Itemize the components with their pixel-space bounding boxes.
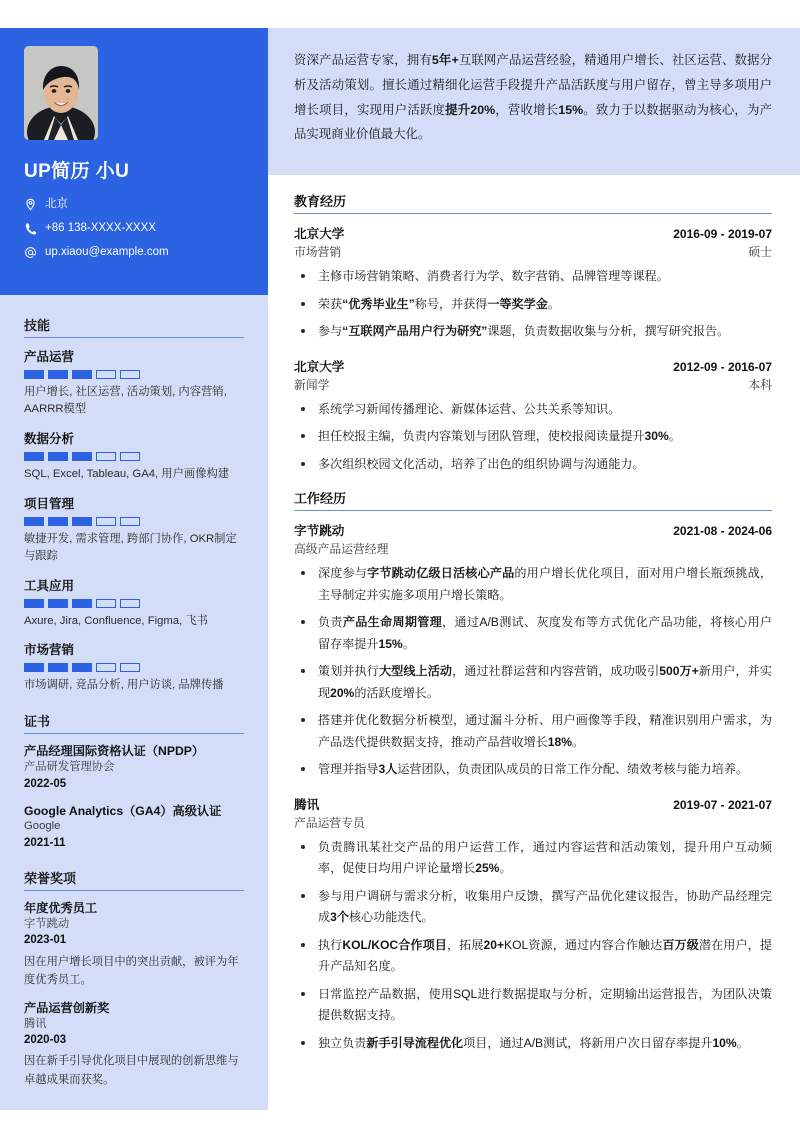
- sidebar-body: [0, 295, 268, 1130]
- skill-pip-filled: [72, 663, 92, 672]
- skill-pip-filled: [72, 370, 92, 379]
- summary-text: 资深产品运营专家，拥有5年+互联网产品运营经验，精通用户增长、社区运营、数据分析及活动策划。擅长通过精细化运营手段提升产品活跃度与用户留存，曾主导多项用户增长项目，实现用户活跃度提升20%，营收增长15%。致力于以数据驱动为核心，为产品实现商业价值最大化。: [294, 53, 773, 142]
- resume-document: [0, 28, 800, 1110]
- work-section-title: 工作经历: [294, 488, 772, 511]
- bullet-item: 独立负责新手引导流程优化项目，通过A/B测试，将新用户次日留存率提升10%。: [294, 1033, 772, 1055]
- education-section-title: 教育经历: [294, 191, 772, 214]
- skill-keywords: 用户增长, 社区运营, 活动策划, 内容营销, AARRR模型: [24, 385, 227, 415]
- bullet-item: 管理并指导3人运营团队，负责团队成员的日常工作分配、绩效考核与能力培养。: [294, 759, 772, 781]
- entry-description: 因在用户增长项目中的突出贡献，被评为年度优秀员工。: [24, 955, 239, 986]
- skill-pip-filled: [48, 517, 68, 526]
- certificates-section: [24, 711, 244, 851]
- entry-organization: 字节跳动: [24, 917, 70, 930]
- entry-subheader: [294, 243, 772, 260]
- contact-phone: [24, 221, 244, 236]
- bullet-item: 多次组织校园文化活动，培养了出色的组织协调与沟通能力。: [294, 454, 772, 476]
- skill-pip-empty: [96, 599, 116, 608]
- skill-pip-filled: [24, 663, 44, 672]
- awards-list: [24, 900, 244, 1089]
- skill-keywords: 敏捷开发, 需求管理, 跨部门协作, OKR制定与跟踪: [24, 532, 237, 562]
- entry-subheader: [294, 540, 772, 557]
- skill-level-meter: [24, 663, 244, 672]
- bullet-item: 负责腾讯某社交产品的用户运营工作，通过内容运营和活动策划，提升用户互动频率，促使日均用户评论量增长25%。: [294, 837, 772, 880]
- entry-date: 2020-03: [24, 1034, 67, 1047]
- skills-section: [24, 315, 244, 695]
- entry-subheader: [294, 814, 772, 831]
- skill-pip-empty: [96, 517, 116, 526]
- certificates-list: [24, 743, 244, 851]
- skill-item: [24, 347, 244, 418]
- avatar: [24, 46, 98, 140]
- sidebar-entry: [24, 900, 244, 989]
- entry-organization: Google: [24, 820, 61, 833]
- skill-pip-empty: [120, 517, 140, 526]
- skill-item: [24, 576, 244, 630]
- skill-pip-empty: [96, 370, 116, 379]
- skill-pip-filled: [72, 599, 92, 608]
- job-title: 产品运营专员: [294, 815, 365, 830]
- entry-header: [294, 520, 772, 539]
- entry-title: 年度优秀员工: [24, 901, 98, 916]
- entry-header: [294, 794, 772, 813]
- skill-name: 工具应用: [24, 578, 75, 593]
- entry-subheader: [294, 376, 772, 393]
- entry-title: 产品经理国际资格认证（NPDP）: [24, 744, 205, 759]
- contact-location: [24, 197, 244, 212]
- skill-keywords: 市场调研, 竞品分析, 用户访谈, 品牌传播: [24, 679, 224, 692]
- skill-name: 产品运营: [24, 349, 75, 364]
- entry-period: 2012-09 - 2016-07: [673, 359, 772, 374]
- education-entry: [294, 356, 772, 476]
- work-section: [294, 488, 772, 1054]
- entry-title: 产品运营创新奖: [24, 1001, 110, 1016]
- skill-level-meter: [24, 370, 244, 379]
- entry-description: 因在新手引导优化项目中展现的创新思维与卓越成果而获奖。: [24, 1055, 239, 1086]
- skill-name: 项目管理: [24, 496, 75, 511]
- person-name: UP简历 小U: [24, 161, 130, 182]
- education-list: [294, 223, 772, 475]
- entry-header: [294, 356, 772, 375]
- work-entry: [294, 520, 772, 781]
- skill-pip-filled: [48, 370, 68, 379]
- bullet-item: 负责产品生命周期管理，通过A/B测试、灰度发布等方式优化产品功能，将核心用户留存率提升15%。: [294, 612, 772, 655]
- summary-section: [268, 28, 800, 175]
- phone-text: +86 138-XXXX-XXXX: [45, 221, 156, 234]
- location-text: 北京: [45, 198, 68, 210]
- education-section: [294, 191, 772, 475]
- education-entry: [294, 223, 772, 343]
- skill-item: [24, 640, 244, 694]
- entry-period: 2019-07 - 2021-07: [673, 797, 772, 812]
- skill-keywords: Axure, Jira, Confluence, Figma, 飞书: [24, 614, 208, 627]
- sidebar-entry: [24, 743, 244, 791]
- at-sign-icon: [24, 246, 37, 259]
- bullet-item: 参与“互联网产品用户行为研究”课题，负责数据收集与分析，撰写研究报告。: [294, 321, 772, 343]
- email-text: up.xiaou@example.com: [45, 245, 169, 258]
- skill-pip-filled: [72, 517, 92, 526]
- entry-bullet-list: [294, 563, 772, 781]
- entry-date: 2021-11: [24, 837, 66, 850]
- skill-pip-filled: [24, 599, 44, 608]
- entry-bullet-list: [294, 399, 772, 476]
- sidebar-entry: [24, 1000, 244, 1089]
- skill-pip-filled: [48, 663, 68, 672]
- skill-item: [24, 429, 244, 483]
- entry-title: Google Analytics（GA4）高级认证: [24, 803, 222, 818]
- skill-pip-filled: [48, 599, 68, 608]
- skill-pip-empty: [120, 663, 140, 672]
- skill-pip-empty: [96, 452, 116, 461]
- skill-level-meter: [24, 452, 244, 461]
- skills-section-title: 技能: [24, 315, 244, 338]
- company-name: 腾讯: [294, 797, 320, 812]
- work-entry: [294, 794, 772, 1055]
- major-name: 新闻学: [294, 377, 330, 392]
- sidebar: [0, 28, 268, 1110]
- job-title: 高级产品运营经理: [294, 542, 389, 557]
- sidebar-entry: [24, 803, 244, 851]
- sidebar-header: [0, 28, 268, 295]
- skill-pip-empty: [120, 599, 140, 608]
- main-body: [268, 175, 800, 1087]
- school-name: 北京大学: [294, 227, 345, 241]
- phone-icon: [24, 222, 37, 235]
- skill-pip-filled: [24, 452, 44, 461]
- skill-pip-filled: [24, 517, 44, 526]
- awards-section-title: 荣誉奖项: [24, 868, 244, 891]
- location-pin-icon: [24, 198, 37, 211]
- bullet-item: 搭建并优化数据分析模型，通过漏斗分析、用户画像等手段，精准识别用户需求，为产品迭代提供数据支持，推动产品营收增长18%。: [294, 710, 772, 753]
- main-content: [268, 28, 800, 1110]
- major-name: 市场营销: [294, 245, 342, 259]
- skill-pip-empty: [96, 663, 116, 672]
- awards-section: [24, 868, 244, 1089]
- bullet-item: 荣获“优秀毕业生”称号，并获得一等奖学金。: [294, 294, 772, 316]
- work-list: [294, 520, 772, 1054]
- contact-email: [24, 245, 244, 260]
- skill-keywords: SQL, Excel, Tableau, GA4, 用户画像构建: [24, 467, 230, 480]
- bullet-item: 策划并执行大型线上活动，通过社群运营和内容营销，成功吸引500万+新用户，并实现20%的活跃度增长。: [294, 661, 772, 704]
- bullet-item: 参与用户调研与需求分析，收集用户反馈，撰写产品优化建议报告，协助产品经理完成3个核心功能迭代。: [294, 886, 772, 929]
- skills-list: [24, 347, 244, 695]
- entry-date: 2023-01: [24, 934, 67, 947]
- entry-degree: 本科: [748, 377, 772, 392]
- entry-degree: 硕士: [748, 245, 772, 259]
- school-name: 北京大学: [294, 359, 345, 374]
- entry-period: 2021-08 - 2024-06: [673, 524, 772, 539]
- entry-organization: 腾讯: [24, 1017, 47, 1030]
- skill-level-meter: [24, 599, 244, 608]
- entry-date: 2022-05: [24, 777, 67, 790]
- entry-bullet-list: [294, 837, 772, 1055]
- skill-pip-empty: [120, 452, 140, 461]
- skill-item: [24, 494, 244, 565]
- skill-pip-filled: [72, 452, 92, 461]
- bullet-item: 日常监控产品数据，使用SQL进行数据提取与分析，定期输出运营报告，为团队决策提供数据支持。: [294, 984, 772, 1027]
- entry-period: 2016-09 - 2019-07: [673, 227, 772, 241]
- skill-pip-empty: [120, 370, 140, 379]
- skill-pip-filled: [24, 370, 44, 379]
- bullet-item: 执行KOL/KOC合作项目，拓展20+KOL资源，通过内容合作触达百万级潜在用户，提升产品知名度。: [294, 935, 772, 978]
- skill-pip-filled: [48, 452, 68, 461]
- skill-name: 数据分析: [24, 431, 75, 446]
- bullet-item: 系统学习新闻传播理论、新媒体运营、公共关系等知识。: [294, 399, 772, 421]
- company-name: 字节跳动: [294, 524, 345, 539]
- bullet-item: 担任校报主编，负责内容策划与团队管理，使校报阅读量提升30%。: [294, 426, 772, 448]
- bullet-item: 深度参与字节跳动亿级日活核心产品的用户增长优化项目，面对用户增长瓶颈挑战，主导制定并实施多项用户增长策略。: [294, 563, 772, 606]
- entry-bullet-list: [294, 266, 772, 343]
- skill-level-meter: [24, 517, 244, 526]
- entry-organization: 产品研发管理协会: [24, 760, 115, 773]
- skill-name: 市场营销: [24, 643, 75, 658]
- bullet-item: 主修市场营销策略、消费者行为学、数字营销、品牌管理等课程。: [294, 266, 772, 288]
- entry-header: [294, 223, 772, 242]
- certificates-section-title: 证书: [24, 711, 244, 734]
